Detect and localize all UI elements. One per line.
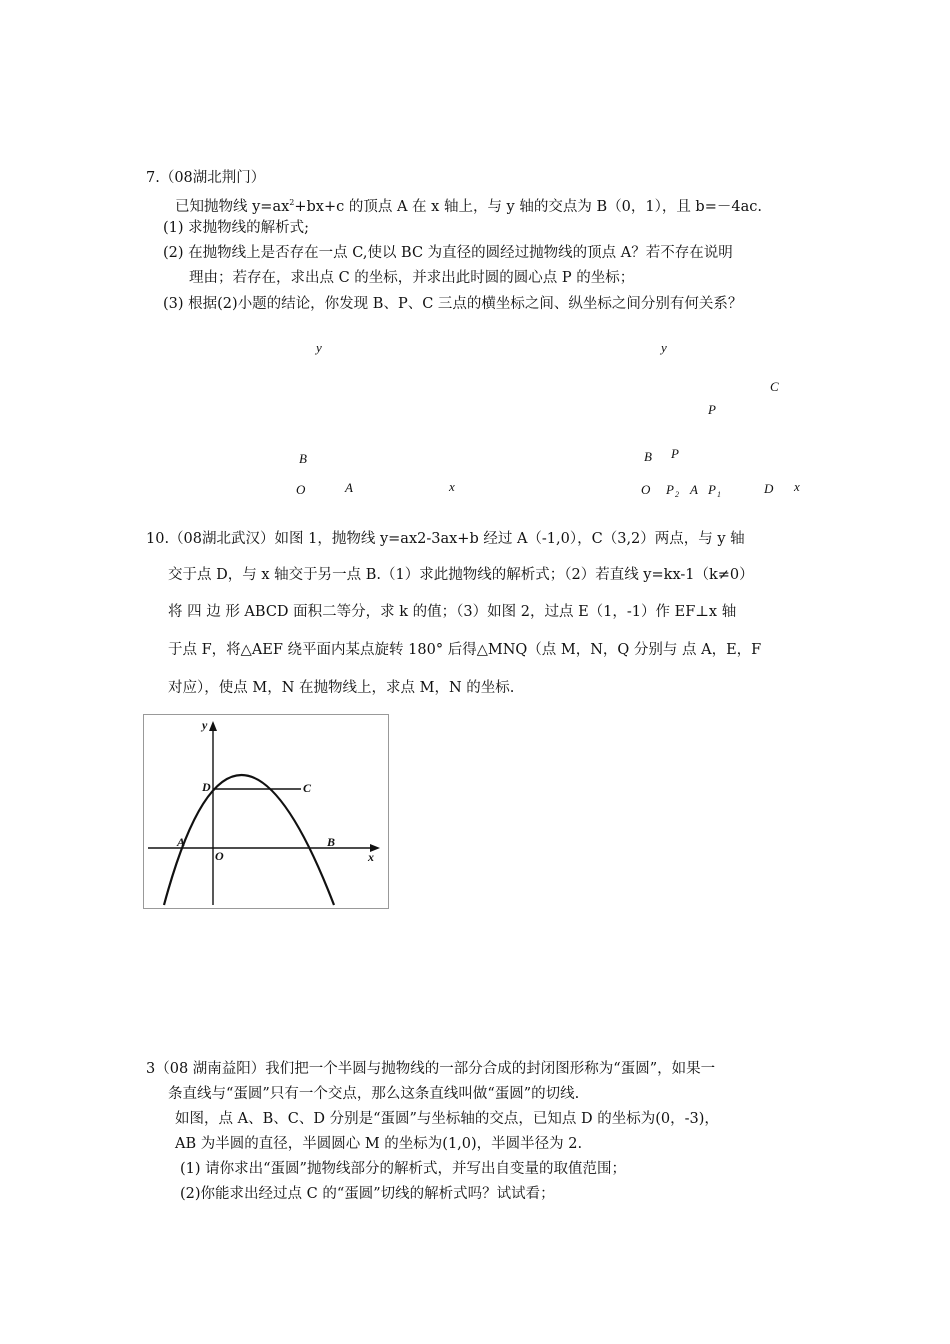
problem-3-line-4: AB 为半圆的直径，半圆圆心 M 的坐标为(1,0)，半圆半径为 2. (175, 1136, 583, 1152)
fig7-right-label-P2: $P_2$ (666, 482, 679, 499)
fig10-label-D: D (202, 780, 211, 794)
fig10-label-x: x (368, 850, 374, 864)
fig7-left-label-B: B (299, 451, 307, 466)
fig10-label-B: B (327, 835, 336, 849)
fig10-label-A: A (177, 835, 186, 849)
figure-10-parabola (143, 714, 389, 909)
problem-10-line-1: 10.（08湖北武汉）如图 1，抛物线 y=ax2-3ax+b 经过 A（-1,0），C（3,2）两点，与 y 轴 (146, 531, 745, 547)
fig7-right-label-D: D (764, 481, 774, 496)
fig7-right-label-P1: $P_1$ (708, 482, 721, 499)
fig10-label-O: O (215, 849, 224, 863)
fig7-right-label-P: P (708, 402, 716, 417)
fig10-label-y: y (202, 718, 208, 732)
problem-3-question-1: (1) 请你求出“蛋圆”抛物线部分的解析式，并写出自变量的取值范围； (180, 1161, 626, 1177)
problem-10-line-3: 将 四 边 形 ABCD 面积二等分，求 k 的值；（3）如图 2，过点 E（1，-1）作 EF⊥x 轴 (168, 604, 737, 620)
fig10-label-C: C (303, 781, 312, 795)
fig7-right-label-A: A (690, 482, 698, 497)
problem-7-question-2a: (2) 在抛物线上是否存在一点 C,使以 BC 为直径的圆经过抛物线的顶点 A？若不存在说明 (163, 245, 733, 261)
problem-10-line-5: 对应），使点 M，N 在抛物线上，求点 M，N 的坐标. (168, 680, 515, 696)
problem-3-question-2: (2)你能求出经过点 C 的“蛋圆”切线的解析式吗？试试看； (180, 1186, 555, 1202)
fig7-right-label-C: C (770, 379, 779, 394)
fig7-left-label-O: O (296, 482, 306, 497)
problem-7-question-1: (1) 求抛物线的解析式; (163, 220, 310, 236)
fig7-right-label-P-upper: P (671, 446, 679, 461)
problem-7-question-2b: 理由；若存在，求出点 C 的坐标，并求出此时圆的圆心点 P 的坐标； (189, 270, 635, 286)
parabola-graph (144, 715, 388, 908)
fig7-right-label-O: O (641, 482, 651, 497)
problem-7-header: 7.（08湖北荆门） (146, 170, 266, 186)
fig7-left-label-A: A (345, 480, 353, 495)
problem-7-question-3: (3) 根据(2)小题的结论，你发现 B、P、C 三点的横坐标之间、纵坐标之间分别有何关系？ (163, 296, 743, 312)
problem-10-line-4: 于点 F，将△AEF 绕平面内某点旋转 180° 后得△MNQ（点 M，N，Q 分别与 点 A，E，F (168, 642, 762, 658)
fig7-left-label-x: x (449, 479, 455, 494)
fig7-right-label-x: x (794, 479, 800, 494)
problem-7-intro: 已知抛物线 $y=ax^2+bx+c$ 的顶点 A 在 x 轴上，与 y 轴的交点为 B（0，1），且 b=－4ac. (175, 198, 762, 215)
problem-3-line-3: 如图，点 A、B、C、D 分别是“蛋圆”与坐标轴的交点，已知点 D 的坐标为(0，-3)， (175, 1111, 719, 1127)
y-axis-arrow (209, 721, 217, 731)
problem-3-line-2: 条直线与“蛋圆”只有一个交点，那么这条直线叫做“蛋圆”的切线. (168, 1086, 580, 1102)
fig7-right-label-y: y (661, 340, 667, 355)
fig7-left-label-y: y (316, 340, 322, 355)
fig7-right-label-B: B (644, 449, 652, 464)
problem-3-line-1: 3（08 湖南益阳）我们把一个半圆与抛物线的一部分合成的封闭图形称为“蛋圆”，如果一 (146, 1061, 716, 1077)
problem-10-line-2: 交于点 D，与 x 轴交于另一点 B.（1）求此抛物线的解析式；（2）若直线 y=kx-1（k≠0） (168, 567, 754, 583)
